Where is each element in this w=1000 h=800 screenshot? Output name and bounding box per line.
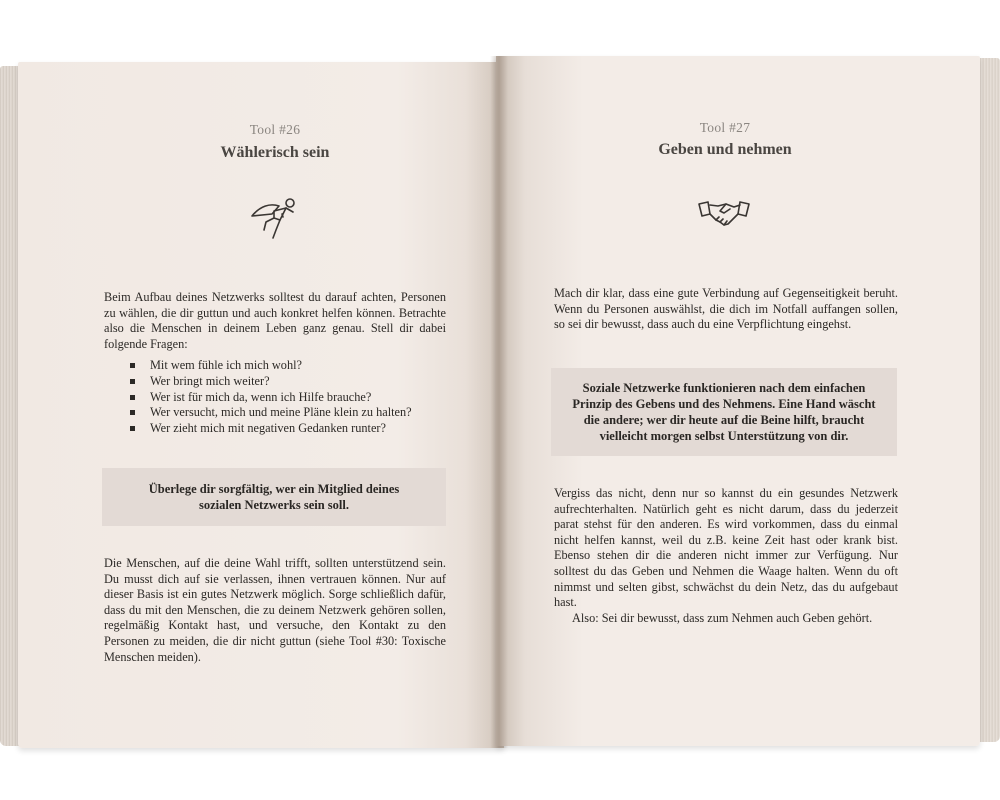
left-intro-text xyxy=(104,290,446,436)
left-intro-paragraph: Beim Aufbau deines Netzwerks solltest du darauf achten, Personen zu wählen, die dir guttun und auch konkret helfen können. Betrachte also die Menschen in deinem Leben ganz genau. Stell dir dabei folgende Fragen: xyxy=(104,290,446,351)
superhero-flying-icon xyxy=(246,194,302,244)
left-page-title: Wählerisch sein xyxy=(220,144,330,161)
right-tool-label: Tool #27 xyxy=(699,120,751,135)
list-item: Wer zieht mich mit negativen Gedanken runter? xyxy=(130,421,446,437)
list-item: Wer bringt mich weiter? xyxy=(130,374,446,390)
right-intro-paragraph: Mach dir klar, dass eine gute Verbindung auf Gegenseitigkeit beruht. Wenn du Personen auswählst, die dich im Notfall auffangen sollen, so sei dir bewusst, dass auch du eine Verpflichtung eingehst. xyxy=(554,286,898,332)
right-body-text xyxy=(554,486,898,626)
right-callout-box xyxy=(551,368,897,456)
list-item: Wer ist für mich da, wenn ich Hilfe brauche? xyxy=(130,390,446,406)
left-callout-box xyxy=(102,468,446,526)
right-body-paragraph: Vergiss das nicht, denn nur so kannst du ein gesundes Netzwerk aufrechterhalten. Natürlich geht es nicht darum, dass du jederzeit parat stehst für den anderen. Es wird vorkommen, dass du einmal nicht helfen kannst, weil du z.B. keine Zeit hast oder krank bist. Ebenso stehen dir die anderen nicht immer zur Verfügung. Nur solltest du das Geben und Nehmen die Waage halten. Wenn du oft nimmst und selten gibst, schwächst du dein Netz, das du aufgebaut hast. xyxy=(554,486,898,610)
handshake-icon xyxy=(696,198,752,232)
left-tool-label: Tool #26 xyxy=(249,122,301,137)
right-intro-text xyxy=(554,286,898,333)
right-page-title: Geben und nehmen xyxy=(658,141,792,158)
right-closing-paragraph: Also: Sei dir bewusst, dass zum Nehmen auch Geben gehört. xyxy=(572,610,873,625)
left-callout-text: Überlege dir sorgfältig, wer ein Mitglied deines sozialen Netzwerks sein soll. xyxy=(148,482,400,512)
left-body-paragraph: Die Menschen, auf die deine Wahl trifft, sollten unterstützend sein. Du musst dich auf sie verlassen, ihnen vertrauen können. Nur auf dieser Basis ist ein gutes Netzwerk möglich. Sorge schließlich dafür, dass du mit den Menschen, die zu deinem Netzwerk gehören sollen, regelmäßig Kontakt hast, und versuche, den Kontakt zu den Personen zu meiden, die dir nicht guttun (siehe Tool #30: Toxische Menschen meiden). xyxy=(104,556,446,664)
left-body-text xyxy=(104,556,446,665)
right-callout-text: Soziale Netzwerke funktionieren nach dem einfachen Prinzip des Gebens und des Nehmens. Eine Hand wäscht die andere; wer dir heute auf die Beine hilft, braucht vielleicht morgen selbst Unterstützung von dir. xyxy=(572,381,876,443)
list-item: Mit wem fühle ich mich wohl? xyxy=(130,358,446,374)
question-list xyxy=(104,358,446,436)
book-spine xyxy=(490,56,508,748)
list-item: Wer versucht, mich und meine Pläne klein zu halten? xyxy=(130,405,446,421)
